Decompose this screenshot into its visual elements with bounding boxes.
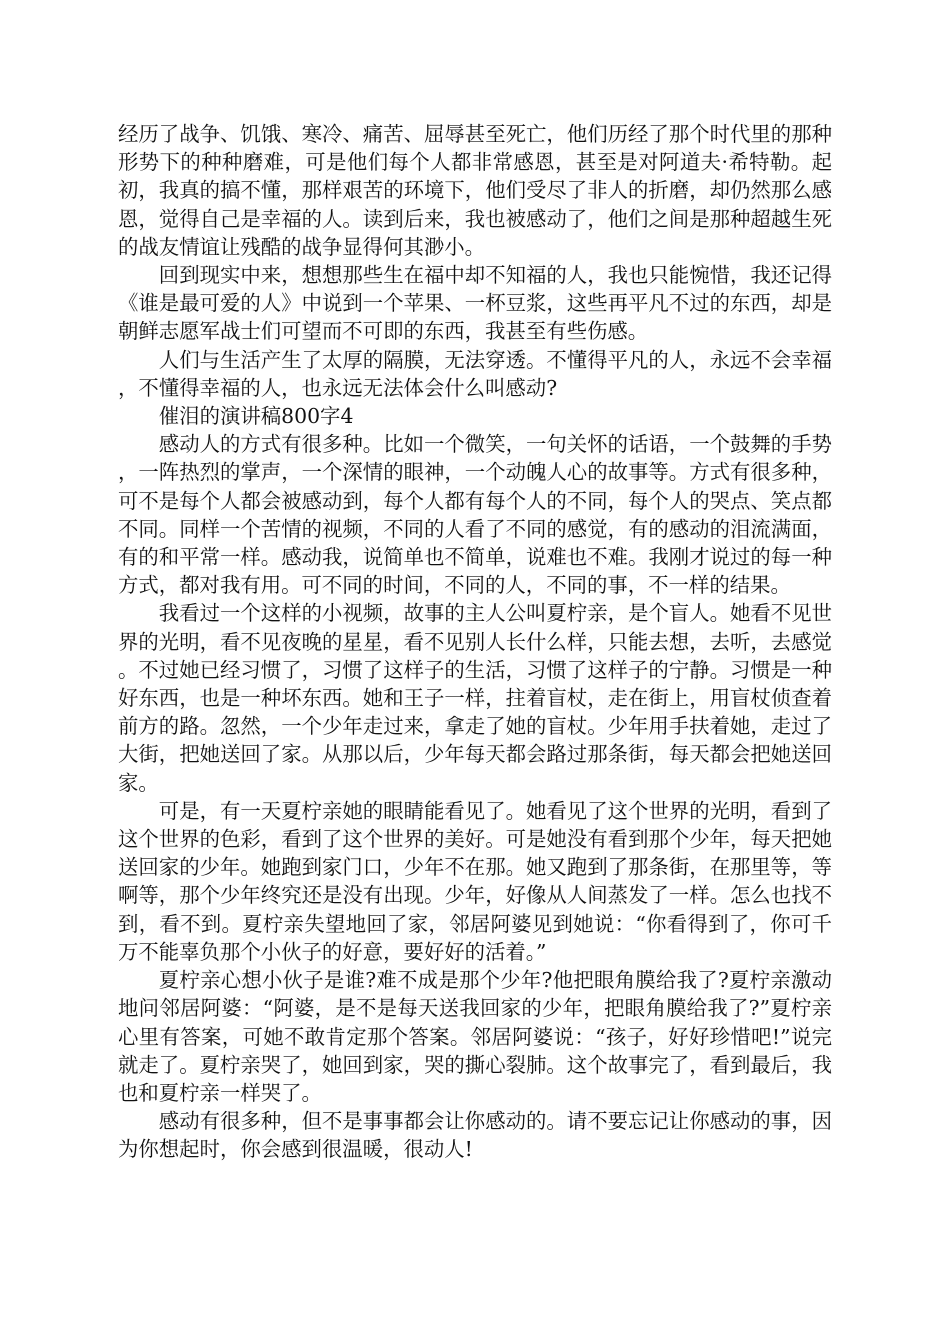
paragraph-8: 感动有很多种，但不是事事都会让你感动的。请不要忘记让你感动的事，因为你想起时，你会感到很温暖，很动人! <box>118 1109 832 1162</box>
section-heading: 催泪的演讲稿800字4 <box>158 404 354 429</box>
paragraph-6: 可是，有一天夏柠亲她的眼睛能看见了。她看见了这个世界的光明，看到了这个世界的色彩，看到了这个世界的美好。可是她没有看到那个少年，每天把她送回家的少年。她跑到家门口，少年不在那。她又跑到了那条街，在那里等，等啊等，那个少年终究还是没有出现。少年，好像从人间蒸发了一样。怎么也找不到，看不到。夏柠亲失望地回了家，邻居阿婆见到她说：“你看得到了，你可千万不能辜负那个小伙子的好意，要好好的活着。” <box>118 798 832 964</box>
paragraph-5: 我看过一个这样的小视频，故事的主人公叫夏柠亲，是个盲人。她看不见世界的光明，看不见夜晚的星星，看不见别人长什么样，只能去想，去听，去感觉。不过她已经习惯了，习惯了这样子的生活，习惯了这样子的宁静。习惯是一种好东西，也是一种坏东西。她和王子一样，拄着盲杖，走在街上，用盲杖侦查着前方的路。忽然，一个少年走过来，拿走了她的盲杖。少年用手扶着她，走过了大街，把她送回了家。从那以后，少年每天都会路过那条街，每天都会把她送回家。 <box>118 601 832 795</box>
document-body <box>118 120 832 1164</box>
paragraph-2: 回到现实中来，想想那些生在福中却不知福的人，我也只能惋惜，我还记得《谁是最可爱的人》中说到一个苹果、一杯豆浆，这些再平凡不过的东西，却是朝鲜志愿军战士们可望而不可即的东西，我甚至有些伤感。 <box>118 263 832 344</box>
paragraph-3: 人们与生活产生了太厚的隔膜，无法穿透。不懂得平凡的人，永远不会幸福，不懂得幸福的人，也永远无法体会什么叫感动? <box>118 347 832 400</box>
paragraph-4: 感动人的方式有很多种。比如一个微笑，一句关怀的话语，一个鼓舞的手势，一阵热烈的掌声，一个深情的眼神，一个动魄人心的故事等。方式有很多种，可不是每个人都会被感动到，每个人都有每个人的不同，每个人的哭点、笑点都不同。同样一个苦情的视频，不同的人看了不同的感觉，有的感动的泪流满面，有的和平常一样。感动我，说简单也不简单，说难也不难。我刚才说过的每一种方式，都对我有用。可不同的时间，不同的人，不同的事，不一样的结果。 <box>118 432 832 598</box>
paragraph-1: 经历了战争、饥饿、寒冷、痛苦、屈辱甚至死亡，他们历经了那个时代里的那种形势下的种种磨难，可是他们每个人都非常感恩，甚至是对阿道夫·希特勒。起初，我真的搞不懂，那样艰苦的环境下，他们受尽了非人的折磨，却仍然那么感恩，觉得自己是幸福的人。读到后来，我也被感动了，他们之间是那种超越生死的战友情谊让残酷的战争显得何其渺小。 <box>118 122 832 259</box>
paragraph-7: 夏柠亲心想小伙子是谁?难不成是那个少年?他把眼角膜给我了?夏柠亲激动地问邻居阿婆：“阿婆，是不是每天送我回家的少年，把眼角膜给我了?”夏柠亲心里有答案，可她不敢肯定那个答案。邻居阿婆说：“孩子，好好珍惜吧!”说完就走了。夏柠亲哭了，她回到家，哭的撕心裂肺。这个故事完了，看到最后，我也和夏柠亲一样哭了。 <box>118 968 832 1105</box>
